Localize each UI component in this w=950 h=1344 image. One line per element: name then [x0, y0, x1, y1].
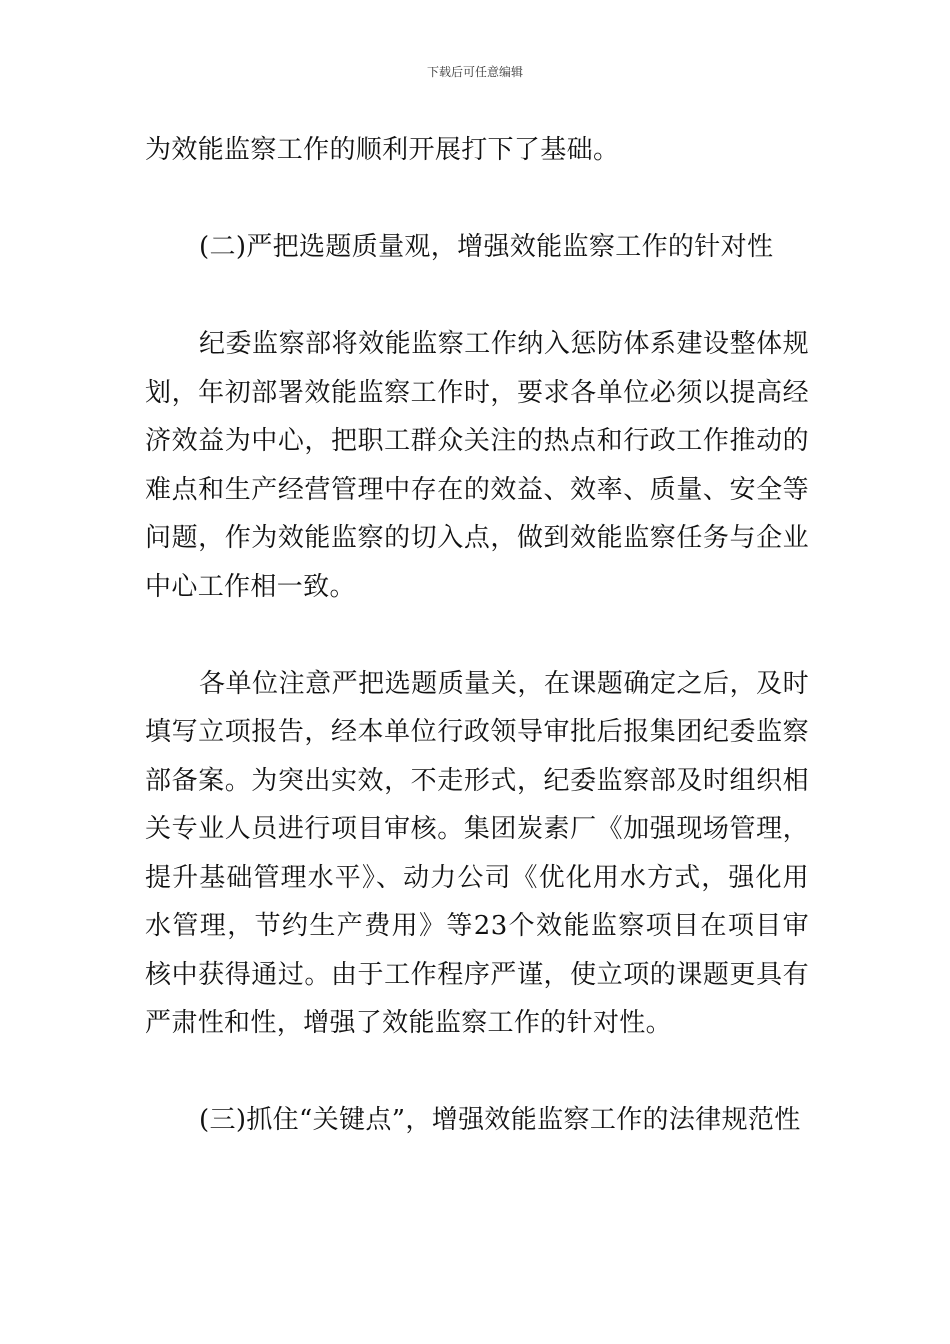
paragraph-continuation: 为效能监察工作的顺利开展打下了基础。 — [145, 135, 620, 165]
document-body — [145, 126, 809, 1145]
section-heading-2: (二)严把选题质量观，增强效能监察工作的针对性 — [199, 232, 774, 262]
section-heading-3: (三)抓住“关键点”，增强效能监察工作的法律规范性 — [199, 1105, 801, 1135]
paragraph-review: 各单位注意严把选题质量关，在课题确定之后，及时填写立项报告，经本单位行政领导审批后报集团纪委监察部备案。为突出实效，不走形式，纪委监察部及时组织相关专业人员进行项目审核。集团炭素厂《加强现场管理，提升基础管理水平》、动力公司《优化用水方式，强化用水管理，节约生产费用》等23个效能监察项目在项目审核中获得通过。由于工作程序严谨，使立项的课题更具有严肃性和性，增强了效能监察工作的针对性。 — [145, 668, 809, 1038]
page-header: 下载后可任意编辑 — [426, 65, 523, 79]
paragraph-planning: 纪委监察部将效能监察工作纳入惩防体系建设整体规划，年初部署效能监察工作时，要求各单位必须以提高经济效益为中心，把职工群众关注的热点和行政工作推动的难点和生产经营管理中存在的效益、效率、质量、安全等问题，作为效能监察的切入点，做到效能监察任务与企业中心工作相一致。 — [145, 329, 809, 602]
